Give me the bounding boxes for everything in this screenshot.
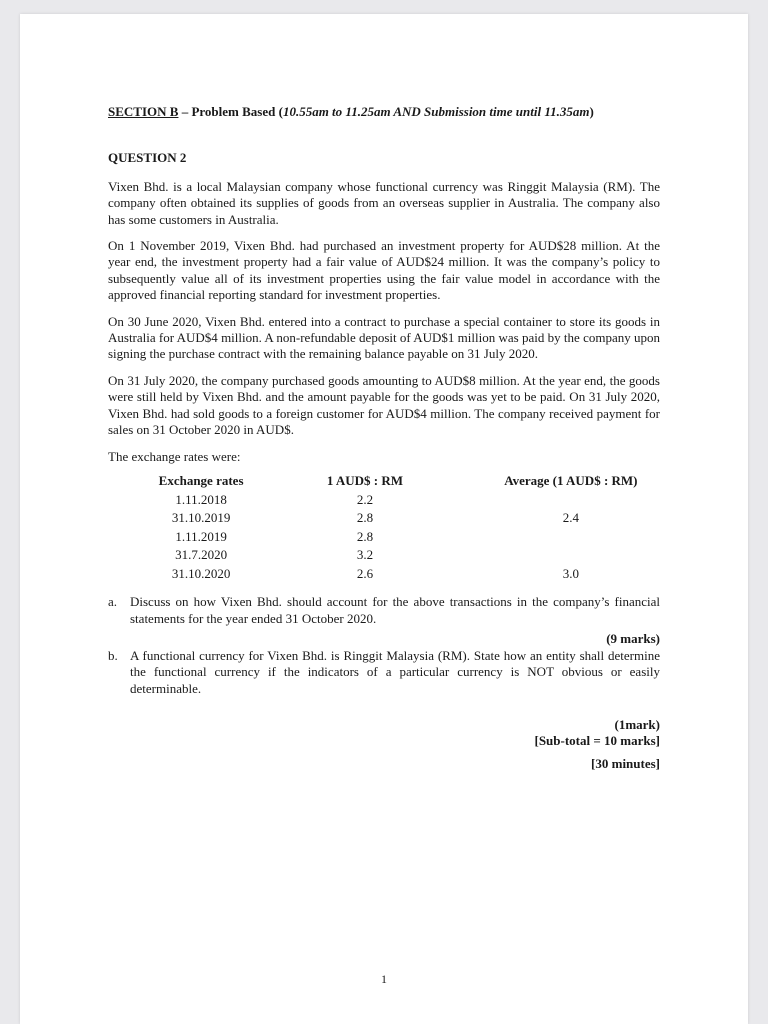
- question-a: [108, 594, 660, 627]
- question-a-text: Discuss on how Vixen Bhd. should account for the above transactions in the company’s financial statements for the year ended 31 October 2020.: [130, 594, 660, 626]
- rate-spot: 2.6: [356, 565, 374, 581]
- question-a-marks: (9 marks): [606, 631, 660, 647]
- exchange-rates-table: [154, 472, 660, 584]
- table-row: [154, 565, 660, 584]
- table-row: [154, 546, 660, 565]
- table-row: [154, 509, 660, 528]
- rate-average: 3.0: [562, 565, 579, 581]
- page-number: 1: [381, 972, 387, 986]
- table-header-row: [154, 472, 660, 491]
- table-row: [154, 491, 660, 510]
- header-average-rate: Average (1 AUD$ : RM): [504, 473, 638, 488]
- paragraph-container-contract: On 30 June 2020, Vixen Bhd. entered into a contract to purchase a special container to store its goods in Australia for AUD$4 million. A non-refundable deposit of AUD$1 million was paid by the company upon signing the purchase contract with the remaining balance payable on 31 July 2020.: [108, 313, 660, 362]
- question-title: QUESTION 2: [108, 150, 187, 166]
- section-title-prefix: Problem Based (: [191, 104, 283, 119]
- rate-average: [482, 546, 660, 565]
- section-time: 10.55am to 11.25am AND Submission time until 11.35am: [282, 104, 590, 119]
- question-b-marks: (1mark): [614, 716, 660, 732]
- rate-spot: 2.8: [356, 528, 374, 544]
- rate-average: [482, 491, 660, 510]
- rate-average: 2.4: [562, 510, 579, 526]
- rate-date: 31.10.2020: [171, 565, 231, 581]
- section-title: [108, 104, 660, 120]
- document-page: [20, 14, 748, 1024]
- question-b-letter: b.: [108, 647, 118, 663]
- rate-date: 1.11.2018: [175, 491, 227, 507]
- rate-date: 1.11.2019: [175, 528, 227, 544]
- rate-date: 31.7.2020: [175, 547, 228, 563]
- rate-average: [482, 528, 660, 547]
- rate-spot: 2.8: [356, 510, 374, 526]
- subtotal-marks: [Sub-total = 10 marks]: [534, 733, 660, 749]
- rate-spot: 3.2: [356, 547, 374, 563]
- header-exchange-rates: Exchange rates: [158, 473, 244, 488]
- paragraph-investment-property: On 1 November 2019, Vixen Bhd. had purchased an investment property for AUD$28 million. At the year end, the investment property had a fair value of AUD$24 million. It was the company’s policy to subsequently value all of its investment properties using the fair value model in accordance with the approved financial reporting standard for investment properties.: [108, 238, 660, 303]
- section-dash: –: [178, 104, 192, 119]
- section-title-suffix: ): [589, 104, 594, 119]
- page-content: [108, 104, 660, 772]
- section-label: SECTION B: [108, 104, 179, 119]
- rate-spot: 2.2: [356, 491, 374, 507]
- paragraph-goods-transactions: On 31 July 2020, the company purchased goods amounting to AUD$8 million. At the year end, the goods were still held by Vixen Bhd. and the amount payable for the goods was yet to be paid. On 31 July 2020, Vixen Bhd. had sold goods to a foreign customer for AUD$4 million. The company received payment for sales on 31 October 2020 in AUD$.: [108, 372, 660, 438]
- rate-date: 31.10.2019: [171, 510, 231, 526]
- table-row: [154, 528, 660, 547]
- question-list: [108, 594, 660, 772]
- paragraph-intro: Vixen Bhd. is a local Malaysian company whose functional currency was Ringgit Malaysia (RM). The company often obtained its supplies of goods from an overseas supplier in Australia. The company also has some customers in Australia.: [108, 178, 660, 227]
- question-a-letter: a.: [108, 594, 118, 610]
- question-b-text: A functional currency for Vixen Bhd. is Ringgit Malaysia (RM). State how an entity shall determine the functional currency if the indicators of a particular currency is NOT obvious or easily determinable.: [130, 647, 660, 696]
- header-spot-rate: 1 AUD$ : RM: [326, 473, 404, 488]
- question-b: [108, 648, 660, 697]
- rates-intro: The exchange rates were:: [108, 448, 241, 464]
- duration: [30 minutes]: [591, 755, 660, 771]
